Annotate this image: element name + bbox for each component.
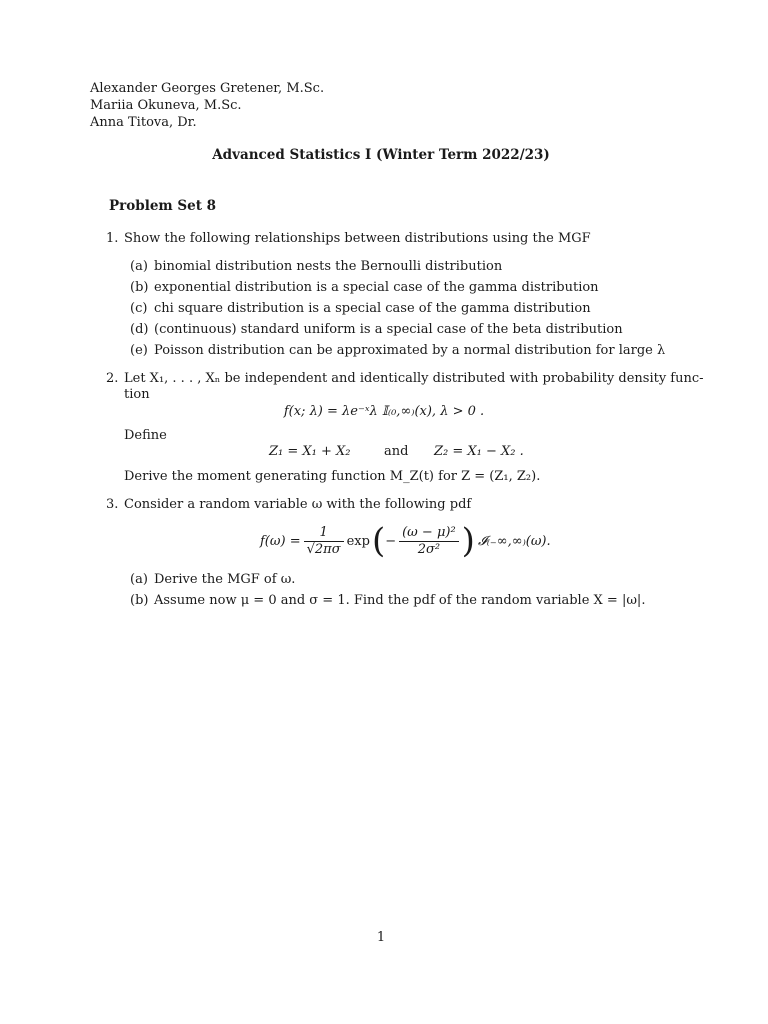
problem-1-item-b xyxy=(130,279,599,296)
item-text: Assume now μ = 0 and σ = 1. Find the pdf of the random variable X = |ω|. xyxy=(154,593,646,608)
exp-function: exp xyxy=(346,533,370,549)
item-label: (b) xyxy=(130,593,149,608)
indicator-term: 𝓘₍₋∞,∞₎(ω). xyxy=(477,533,551,549)
equation-density: f(x; λ) = λe⁻ˣλ 𝕀₍₀,∞₎(x), λ > 0 . xyxy=(283,404,485,419)
fraction-numerator: 1 xyxy=(304,525,344,542)
item-text: Derive the MGF of ω. xyxy=(154,572,296,587)
problem-3-item-b xyxy=(130,592,645,609)
problem-1-item-a xyxy=(130,258,502,275)
fraction-normalizer xyxy=(304,525,344,558)
author-1: Alexander Georges Gretener, M.Sc. xyxy=(90,81,325,96)
item-label: (a) xyxy=(130,259,148,274)
problem-1 xyxy=(106,230,591,247)
problem-1-number: 1. xyxy=(106,231,119,246)
minus-sign: − xyxy=(385,533,397,549)
problem-2-number: 2. xyxy=(106,371,119,386)
problem-set-heading: Problem Set 8 xyxy=(109,198,217,214)
problem-2-line-2: tion xyxy=(124,387,150,402)
item-text: (continuous) standard uniform is a special case of the beta distribution xyxy=(154,322,623,337)
item-label: (d) xyxy=(130,322,149,337)
problem-3 xyxy=(106,496,471,513)
right-paren: ) xyxy=(461,521,475,561)
author-list xyxy=(90,80,324,131)
equation-z2: Z₂ = X₁ − X₂ . xyxy=(434,444,524,459)
item-label: (e) xyxy=(130,343,148,358)
equation-lhs: f(ω) = xyxy=(260,533,301,549)
problem-2 xyxy=(106,370,704,387)
problem-1-item-d xyxy=(130,321,623,338)
item-label: (b) xyxy=(130,280,149,295)
problem-3-item-a xyxy=(130,571,295,588)
item-text: Poisson distribution can be approximated by a normal distribution for large λ xyxy=(154,343,666,358)
fraction-numerator: (ω − μ)² xyxy=(399,525,459,542)
author-3: Anna Titova, Dr. xyxy=(90,115,197,130)
problem-1-item-c xyxy=(130,300,591,317)
problem-2-line-1: Let X₁, . . . , Xₙ be independent and identically distributed with probability density func- xyxy=(124,371,704,386)
document-title: Advanced Statistics I (Winter Term 2022/23) xyxy=(212,147,550,163)
page-number: 1 xyxy=(376,930,386,945)
author-2: Mariia Okuneva, M.Sc. xyxy=(90,98,242,113)
left-paren: ( xyxy=(371,521,386,561)
problem-3-text: Consider a random variable ω with the following pdf xyxy=(124,497,472,512)
fraction-denominator: √2πσ xyxy=(306,541,341,557)
item-text: exponential distribution is a special case of the gamma distribution xyxy=(154,280,599,295)
problem-1-text: Show the following relationships between distributions using the MGF xyxy=(124,231,591,246)
define-label: Define xyxy=(124,428,167,443)
equation-z1: Z₁ = X₁ + X₂ xyxy=(269,444,351,459)
fraction-denominator: 2σ² xyxy=(417,541,441,557)
problem-2-derive: Derive the moment generating function M_Z(t) for Z = (Z₁, Z₂). xyxy=(124,469,541,484)
problem-3-number: 3. xyxy=(106,497,119,512)
problem-1-item-e xyxy=(130,342,665,359)
item-text: binomial distribution nests the Bernoulli distribution xyxy=(154,259,503,274)
fraction-exponent xyxy=(399,525,459,558)
item-label: (a) xyxy=(130,572,148,587)
item-text: chi square distribution is a special case of the gamma distribution xyxy=(154,301,591,316)
item-label: (c) xyxy=(130,301,148,316)
equation-pdf xyxy=(260,521,551,561)
equation-and: and xyxy=(384,444,409,459)
